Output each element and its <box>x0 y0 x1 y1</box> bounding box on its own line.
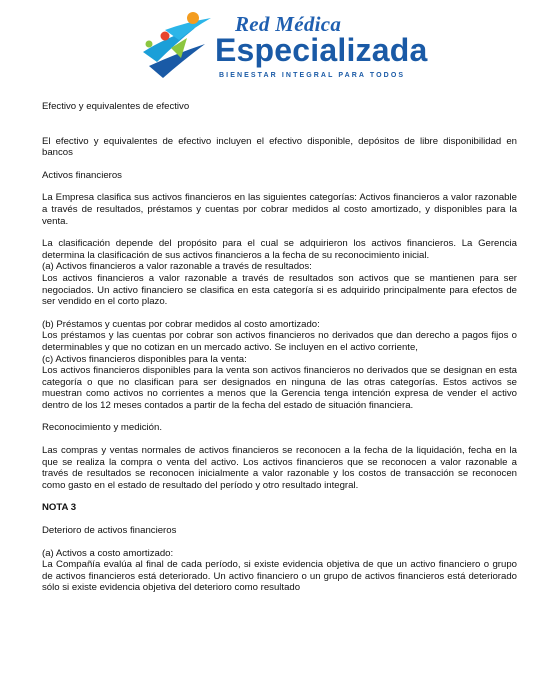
heading-nota-3: NOTA 3 <box>42 502 77 514</box>
subheading-prestamos: (b) Préstamos y cuentas por cobrar medidos al costo amortizado: <box>42 318 320 330</box>
heading-activos-financieros: Activos financieros <box>42 169 122 181</box>
paragraph-reconocimiento: Las compras y ventas normales de activos financieros se reconocen a la fecha de la liquidación, fecha en la que se realiza la compra o venta del activo. Los activos financieros que se reconocen a valor razonable a través de resultados se reconocen inicialmente a valor razonable y los costos de transacción se reconocen como gasto en el estado de resultado del período y otro resultado integral. <box>42 445 517 491</box>
logo-title-line1: Red Médica <box>235 12 342 36</box>
paragraph-clasificacion-proposito: La clasificación depende del propósito para el cual se adquirieron los activos financieros. La Gerencia determina la clasificación de sus activos financieros a la fecha de su reconocimiento inicial. <box>42 238 517 261</box>
paragraph-costo-amortizado: La Compañía evalúa al final de cada período, si existe evidencia objetiva de que un activo financiero o grupo de activos financieros está deteriorado. Un activo financiero o un grupo de activos financieros está deteriorado sólo si existe evidencia objetiva del deterioro como resultado <box>42 559 517 594</box>
subheading-valor-razonable: (a) Activos financieros a valor razonable a través de resultados: <box>42 261 312 273</box>
logo-figure-icon <box>135 8 221 86</box>
paragraph-prestamos: Los préstamos y las cuentas por cobrar son activos financieros no derivados que dan derecho a pagos fijos o determinables y que no cotizan en un mercado activo. Se incluyen en el activo corriente, <box>42 330 517 353</box>
document-body <box>42 101 517 594</box>
paragraph-clasificacion-categorias: La Empresa clasifica sus activos financieros en las siguientes categorías: Activos financieros a valor razonable a través de resultados, préstamos y cuentas por cobrar medidos al costo amortizado, y disponibles para la venta. <box>42 192 517 227</box>
paragraph-disponibles-venta: Los activos financieros disponibles para la venta son activos financieros no derivados que se designan en esta categoría o que no clasifican para ser designados en ninguna de las otras categorías. Estos activos se muestran como activos no corrientes a menos que la Gerencia tenga intención expresa de vender el activo dentro de los 12 meses contados a partir de la fecha del estado de situación financiera. <box>42 365 517 411</box>
paragraph-valor-razonable: Los activos financieros a valor razonable a través de resultados son activos que se mantienen para ser negociados. Un activo financiero se clasifica en esta categoría si es adquirido principalmente para efectos de ser vendido en el corto plazo. <box>42 272 517 308</box>
red-medica-logo <box>135 8 428 86</box>
subheading-costo-amortizado: (a) Activos a costo amortizado: <box>42 547 174 559</box>
subheading-disponibles-venta: (c) Activos financieros disponibles para la venta: <box>42 353 247 365</box>
heading-deterioro: Deterioro de activos financieros <box>42 525 177 537</box>
logo-tagline: BIENESTAR INTEGRAL PARA TODOS <box>219 72 406 79</box>
heading-efectivo: Efectivo y equivalentes de efectivo <box>42 101 190 112</box>
paragraph-efectivo: El efectivo y equivalentes de efectivo incluyen el efectivo disponible, depósitos de libre disponibilidad en bancos <box>42 135 517 159</box>
heading-reconocimiento: Reconocimiento y medición. <box>42 422 162 434</box>
logo-title-line2: Especializada <box>215 32 428 68</box>
